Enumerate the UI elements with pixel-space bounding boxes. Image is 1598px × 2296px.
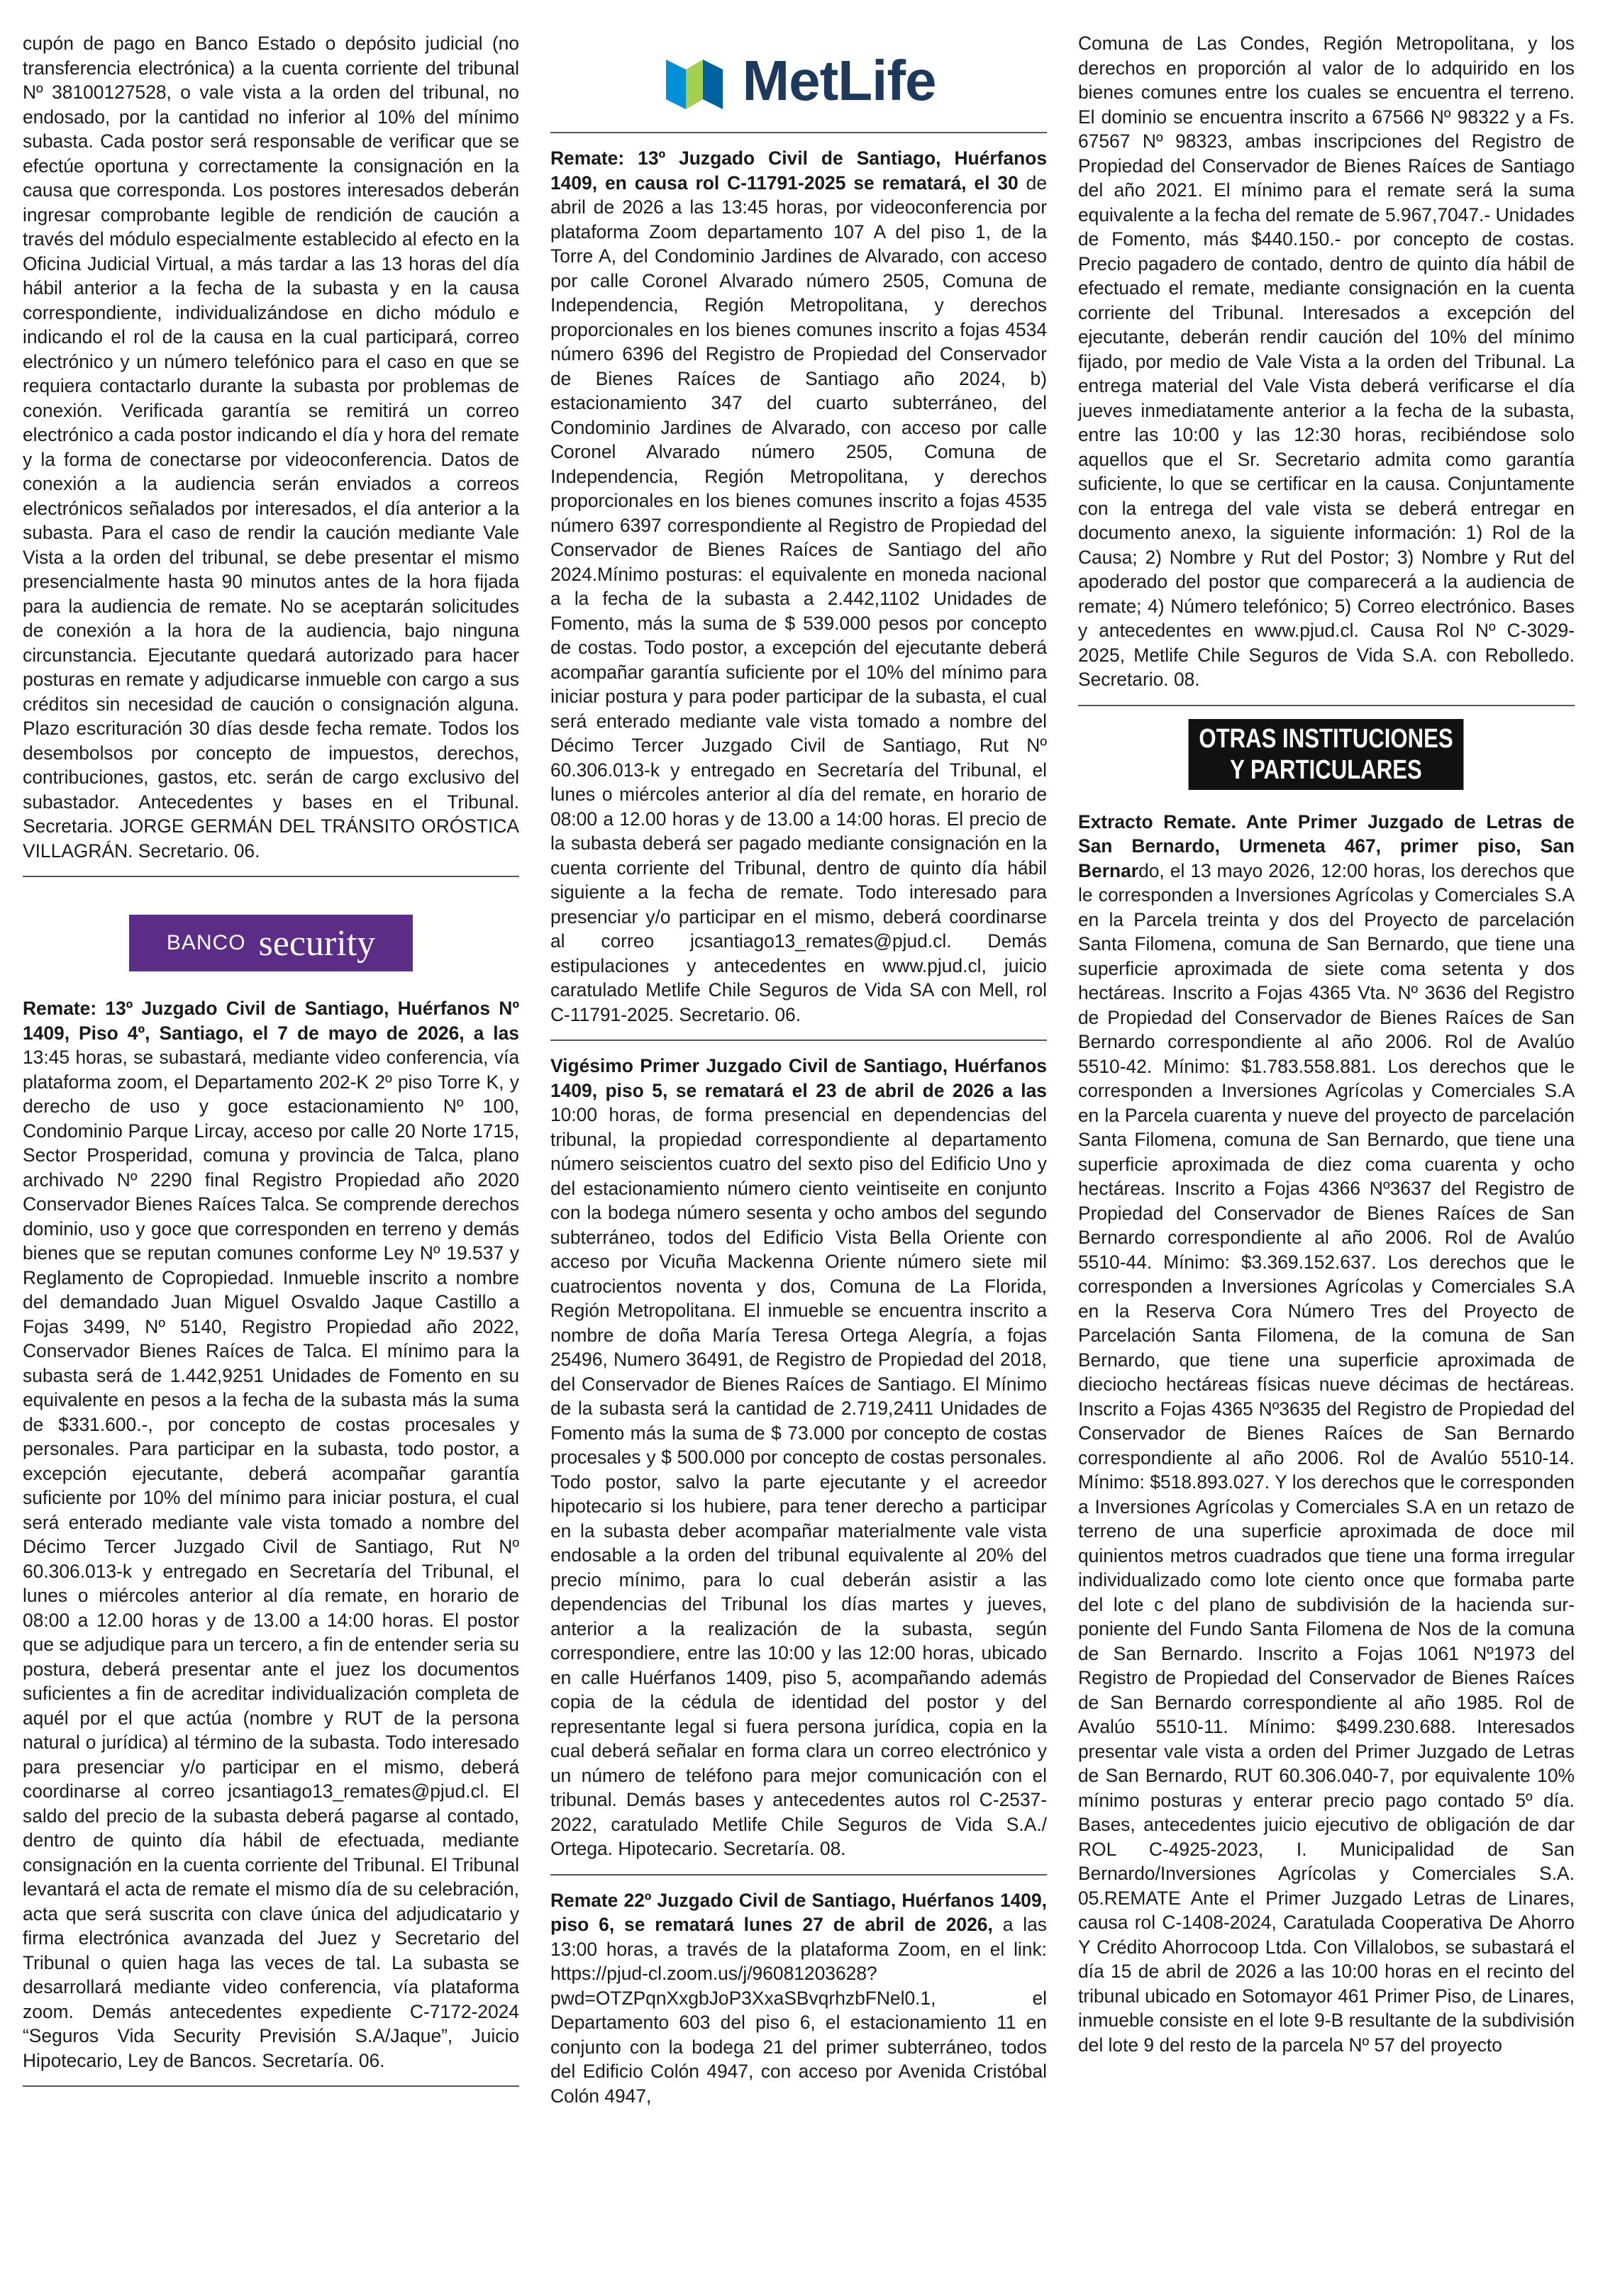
section-heading-line-1: OTRAS INSTITUCIONES <box>1199 723 1454 754</box>
notice-body: de abril de 2026 a las 13:45 horas, por videoconferencia por plataforma Zoom departamento 107 A del piso 1, de la Torre A, del Condominio Jardines de Alvarado, con acceso por calle Coronel Alvarado número 2505, Comuna de Independencia, Región Metropolitana, y derechos proporcionales en los bienes comunes inscrito a fojas 4534 número 6396 del Registro de Propiedad del Conservador de Bienes Raíces de Santiago año 2024, b) estacionamiento 347 del cuarto subterráneo, del Condominio Jardines de Alvarado, con acceso por calle Coronel Alvarado número 2505, Comuna de Independencia, Región Metropolitana, y derechos proporcionales en los bienes comunes inscrito a fojas 4535 número 6397 correspondiente al Registro de Propiedad del Conservador de Bienes Raíces de Santiago del año 2024.Mínimo posturas: el equivalente en moneda nacional a la fecha de la subasta a 2.442,1102 Unidades de Fomento, más la suma de $ 539.000 pesos por concepto de costas. Todo postor, a excepción del ejecutante deberá acompañar garantía suficiente por el 10% del mínimo para iniciar postura y para poder participar de la subasta, el cual será enterado mediante vale vista tomado a nombre del Décimo Tercer Juzgado Civil de Santiago, Rut Nº 60.306.013-k y entregado en Secretaría del Tribunal, el lunes o miércoles anterior al día del remate, en horario de 08:00 a 12.00 horas y de 13.00 a 14:00 horas. El precio de la subasta deberá ser pagado mediante consignación en la cuenta corriente del Tribunal, dentro de quinto día hábil siguiente a la fecha de remate. Todo interesado para presenciar y/o participar en el mismo, deberá coordinarse al correo jcsantiago13_remates@pjud.cl. Demás estipulaciones y antecedentes en www.pjud.cl, juicio caratulado Metlife Chile Seguros de Vida SA con Mell, rol C-11791-2025. Secretario. 06. <box>550 172 1048 1025</box>
metlife-wordmark: MetLife <box>742 49 936 112</box>
section-heading <box>1078 719 1575 790</box>
logo-banco-text: BANCO <box>166 931 246 954</box>
logo-security-text: security <box>258 923 376 964</box>
metlife-mark-icon <box>662 48 727 113</box>
divider <box>23 876 519 877</box>
notice-heading: Vigésimo Primer Juzgado Civil de Santiago, Huérfanos 1409, piso 5, se rematará el 23 de abril de 2026 a las <box>550 1055 1047 1101</box>
notice-body: 10:00 horas, de forma presencial en dependencias del tribunal, la propiedad correspondiente al departamento número seiscientos cuatro del sexto piso del Edificio Uno y del estacionamiento número ciento veintiseite en conjunto con la bodega número sesenta y ocho ambos del segundo subterráneo, todos del Edificio Vista Bella Oriente con acceso por Vicuña Mackenna Oriente número siete mil cuatrocientos noventa y dos, Comuna de La Florida, Región Metropolitana. El inmueble se encuentra inscrito a nombre de doña María Teresa Ortega Alegría, a fojas 25496, Numero 36491, de Registro de Propiedad del 2018, del Conservador de Bienes Raíces de Santiago. El Mínimo de la subasta será la cantidad de 2.719,2411 Unidades de Fomento más la suma de $ 73.000 por concepto de costas procesales y $ 500.000 por concepto de costas personales. Todo postor, salvo la parte ejecutante y el acreedor hipotecario si los hubiere, para tener derecho a participar en la subasta deber acompañar materialmente vale vista endosable a la orden del tribunal equivalente al 20% del precio mínimo, para lo cual deberán asistir a las dependencias del Tribunal los días martes y jueves, anterior a la realización de la subasta, según correspondiere, entre las 10:00 y las 12:00 horas, ubicado en calle Huérfanos 1409, piso 5, acompañando además copia de la cédula de identidad del postor y del representante legal si fuera persona jurídica, copia en la cual deberá señalar en forma clara un correo electrónico y un número de teléfono para mejor comunicación con el tribunal. Demás bases y antecedentes autos rol C-2537-2022, caratulado Metlife Chile Seguros de Vida S.A./ Ortega. Hipotecario. Secretaría. 08. <box>550 1104 1047 1859</box>
notice-metlife-remate-1 <box>550 146 1047 1027</box>
column-1 <box>23 31 519 2100</box>
notice-body: a las 13:00 horas, a través de la plataforma Zoom, en el link: https://pjud-cl.zoom.us/j/96081203628?pwd=OTZPqnXxgbJoP3XxaSBvqrhzbFNel0.1, el Departamento 603 del piso 6, el estacionamiento 11 en conjunto con la bodega 21 del primer subterráneo, todos del Edificio Colón 4947, con acceso por Avenida Cristóbal Colón 4947, <box>550 1914 1047 2107</box>
divider <box>23 2085 519 2087</box>
banco-security-logo <box>23 890 519 996</box>
column-3 <box>1078 31 1575 2057</box>
notice-heading: Remate 22º Juzgado Civil de Santiago, Huérfanos 1409, piso 6, se rematará lunes 27 de abril de 2026, <box>550 1889 1047 1935</box>
notice-vigesimo-primer-juzgado <box>550 1054 1047 1861</box>
notice-body: 13:45 horas, se subastará, mediante video conferencia, vía plataforma zoom, el Departamento 202-K 2º piso Torre K, y derecho de uso y goce estacionamiento Nº 100, Condominio Parque Lircay, acceso por calle 20 Norte 1715, Sector Prosperidad, comuna y provincia de Talca, plano archivado Nº 2290 final Registro Propiedad año 2020 Conservador Bienes Raíces Talca. Se comprende derechos dominio, uso y goce que corresponden en terreno y demás bienes que se reputan comunes conforme Ley Nº 19.537 y Reglamento de Copropiedad. Inmueble inscrito a nombre del demandado Juan Miguel Osvaldo Jaque Castillo a Fojas 3499, Nº 5140, Registro Propiedad año 2022, Conservador Bienes Raíces de Talca. El mínimo para la subasta será de 1.442,9251 Unidades de Fomento en su equivalente en pesos a la fecha de la subasta más la suma de $331.600.-, por concepto de costas procesales y personales. Para participar en la subasta, todo postor, a excepción ejecutante, deberá acompañar garantía suficiente por 10% del mínimo para iniciar postura, el cual será enterado mediante vale vista tomado a nombre del Décimo Tercer Juzgado Civil de Santiago, Rut Nº 60.306.013-k y entregado en Secretaría del Tribunal, el lunes o miércoles anterior al día remate, en horario de 08:00 a 12.00 horas y de 13.00 a 14:00 horas. El postor que se adjudique para un tercero, a fin de entender seria su postura, deberá presentar ante el juez los documentos suficientes a fin de acreditar individualización completa de aquél por el que actúa (nombre y RUT de la persona natural o jurídica) al término de la subasta. Todo interesado para presenciar y/o participar en el mismo, deberá coordinarse al correo jcsantiago13_remates@pjud.cl. El saldo del precio de la subasta deberá pagarse al contado, dentro de quinto día hábil de efectuada, mediante consignación en la cuenta corriente del Tribunal. El Tribunal levantará el acta de remate el mismo día de su celebración, acta que será suscrita con clave única del adjudicatario y firma electrónica avanzada del Juez y Secretario del Tribunal o quien haga las veces de tal. La subasta se desarrollará mediante video conferencia, vía plataforma zoom. Demás antecedentes expediente C-7172-2024 “Seguros Vida Security Previsión S.A/Jaque”, Juicio Hipotecario, Ley de Bancos. Secretaría. 06. <box>23 1047 519 2071</box>
notice-heading: Remate: 13º Juzgado Civil de Santiago, Huérfanos Nº 1409, Piso 4º, Santiago, el 7 de mayo de 2026, a las <box>23 998 519 1044</box>
section-heading-line-2: Y PARTICULARES <box>1230 754 1423 785</box>
column-2 <box>550 31 1047 2108</box>
notice-22-juzgado <box>550 1888 1047 2109</box>
divider <box>550 132 1047 133</box>
notice-security-remate <box>23 996 519 2073</box>
divider <box>1078 705 1575 706</box>
notice-san-bernardo <box>1078 810 1575 2058</box>
notice-continued-text: cupón de pago en Banco Estado o depósito judicial (no transferencia electrónica) a la cuenta corriente del tribunal Nº 38100127528, o vale vista a la orden del tribunal, no endosado, por la cantidad no inferior al 10% del mínimo subasta. Cada postor será responsable de verificar que se efectúe oportuna y correctamente la consignación en la causa que corresponda. Los postores interesados deberán ingresar comprobante legible de rendición de caución a través del módulo especialmente establecido al efecto en la Oficina Judicial Virtual, a más tardar a las 13 horas del día hábil anterior a la fecha de la subasta y en la causa correspondiente, individualizándose en dicho módulo e indicando el rol de la causa en la cual participará, correo electrónico y un número telefónico para el caso en que se requiera contactarlo durante la subasta por problemas de conexión. Verificada garantía se remitirá un correo electrónico a cada postor indicando el día y hora del remate y la forma de conectarse por videoconferencia. Datos de conexión a la audiencia serán enviados a correos electrónicos señalados por interesados, el día anterior a la subasta. Para el caso de rendir la caución mediante Vale Vista a la orden del tribunal, se debe presentar el mismo presencialmente hasta 90 minutos antes de la hora fijada para la audiencia de remate. No se aceptarán solicitudes de conexión a la hora de la audiencia, bajo ninguna circunstancia. Ejecutante quedará autorizado para hacer posturas en remate y adjudicarse inmueble con cargo a sus créditos sin necesidad de caución o consignación alguna. Plazo escrituración 30 días desde fecha remate. Todos los desembolsos por concepto de impuestos, derechos, contribuciones, gastos, etc. serán de cargo exclusivo del subastador. Antecedentes y bases en el Tribunal. Secretaria. JORGE GERMÁN DEL TRÁNSITO ORÓSTICA VILLAGRÁN. Secretario. 06. <box>23 33 519 862</box>
notice-heading: Remate: 13º Juzgado Civil de Santiago, Huérfanos 1409, en causa rol C-11791-2025 se rematará, el 30 <box>550 147 1047 194</box>
divider <box>550 1040 1047 1041</box>
divider <box>550 1874 1047 1876</box>
notice-heading: Extracto Remate. Ante Primer Juzgado de Letras de San Bernardo, Urmeneta 467, primer piso, San Bernar <box>1078 810 1575 881</box>
metlife-logo <box>550 31 1047 130</box>
notice-body: do, el 13 mayo 2026, 12:00 horas, los derechos que le corresponden a Inversiones Agrícolas y Comerciales S.A en la Parcela treinta y dos del Proyecto de parcelación Santa Filomena, comuna de San Bernardo, que tiene una superficie aproximada de siete coma setenta y dos hectáreas. Inscrito a Fojas 4365 Vta. Nº 3636 del Registro de Propiedad del Conservador de Bienes Raíces de San Bernardo correspondiente al año 2006. Rol de Avalúo 5510-42. Mínimo: $1.783.558.881. Los derechos que le corresponden a Inversiones Agrícolas y Comerciales S.A en la Parcela cuarenta y nueve del proyecto de parcelación Santa Filomena, comuna de San Bernardo, que tiene una superficie aproximada de diez coma cuarenta y ocho hectáreas. Inscrito a Fojas 4366 Nº3637 del Registro de Propiedad del Conservador de Bienes Raíces de San Bernardo correspondiente al año 2006. Rol de Avalúo 5510-44. Mínimo: $3.369.152.637. Los derechos que le corresponden a Inversiones Agrícolas y Comerciales S.A en la Reserva Cora Número Tres del Proyecto de Parcelación Santa Filomena, de la comuna de San Bernardo, que tiene una superficie aproximada de dieciocho hectáreas físicas nueve décimas de hectáreas. Inscrito a Fojas 4365 Nº3635 del Registro de Propiedad del Conservador de Bienes Raíces de San Bernardo correspondiente al año 2006. Rol de Avalúo 5510-14. Mínimo: $518.893.027. Y los derechos que le corresponden a Inversiones Agrícolas y Comerciales S.A en un retazo de terreno de una superficie aproximada de doce mil quinientos metros cuadrados que tiene una forma irregular individualizado como lote ciento once que formaba parte del lote c del plano de subdivisión de la hacienda sur-poniente del Fundo Santa Filomena de Nos de la comuna de San Bernardo. Inscrito a Fojas 1061 Nº1973 del Registro de Propiedad del Conservador de Bienes Raíces de San Bernardo correspondiente al año 1985. Rol de Avalúo 5510-11. Mínimo: $499.230.688. Interesados presentar vale vista a orden del Primer Juzgado de Letras de San Bernardo, RUT 60.306.040-7, por equivalente 10% mínimo posturas y enterar precio pago contado 5º día. Bases, antecedentes juicio ejecutivo de obligación de dar ROL C-4925-2023, I. Municipalidad de San Bernardo/Inversiones Agrícolas y Comerciales S.A. 05.REMATE Ante el Primer Juzgado Letras de Linares, causa rol C-1408-2024, Caratulada Cooperativa De Ahorro Y Crédito Ahorrocoop Ltda. Con Villalobos, se subastará el día 15 de abril de 2026 a las 10:00 horas en el recinto del tribunal ubicado en Sotomayor 461 Primer Piso, de Linares, inmueble consiste en el lote 9-B resultante de la subdivisión del lote 9 del resto de la parcela Nº 57 del proyecto <box>1078 859 1575 2056</box>
notice-continued-text: Comuna de Las Condes, Región Metropolitana, y los derechos en proporción al valor de lo adquirido en los bienes comunes entre los cuales se encuentra el terreno. El dominio se encuentra inscrito a 67566 Nº 98322 y a Fs. 67567 Nº 98323, ambas inscripciones del Registro de Propiedad del Conservador de Bienes Raíces de Santiago del año 2021. El mínimo para el remate será la suma equivalente a la fecha del remate de 5.967,7047.- Unidades de Fomento, más $440.150.- por concepto de costas. Precio pagadero de contado, dentro de quinto día hábil de efectuado el remate, mediante consignación en la cuenta corriente del Tribunal. Interesados a excepción del ejecutante, deberán rendir caución del 10% del mínimo fijado, por medio de Vale Vista a la orden del Tribunal. La entrega material del Vale Vista deberá verificarse el día jueves inmediatamente anterior a la fecha de la subasta, entre las 10:00 y las 12:30 horas, recibiéndose solo aquellos que el Sr. Secretario admita como garantía suficiente, lo que se certificar en la causa. Conjuntamente con la entrega del vale vista se deberá entregar en documento anexo, la siguiente información: 1) Rol de la Causa; 2) Nombre y Rut del Postor; 3) Nombre y Rut del apoderado del postor que comparecerá a la audiencia de remate; 4) Número telefónico; 5) Correo electrónico. Bases y antecedentes en www.pjud.cl. Causa Rol Nº C-3029-2025, Metlife Chile Seguros de Vida S.A. con Rebolledo. Secretario. 08. <box>1078 33 1575 690</box>
